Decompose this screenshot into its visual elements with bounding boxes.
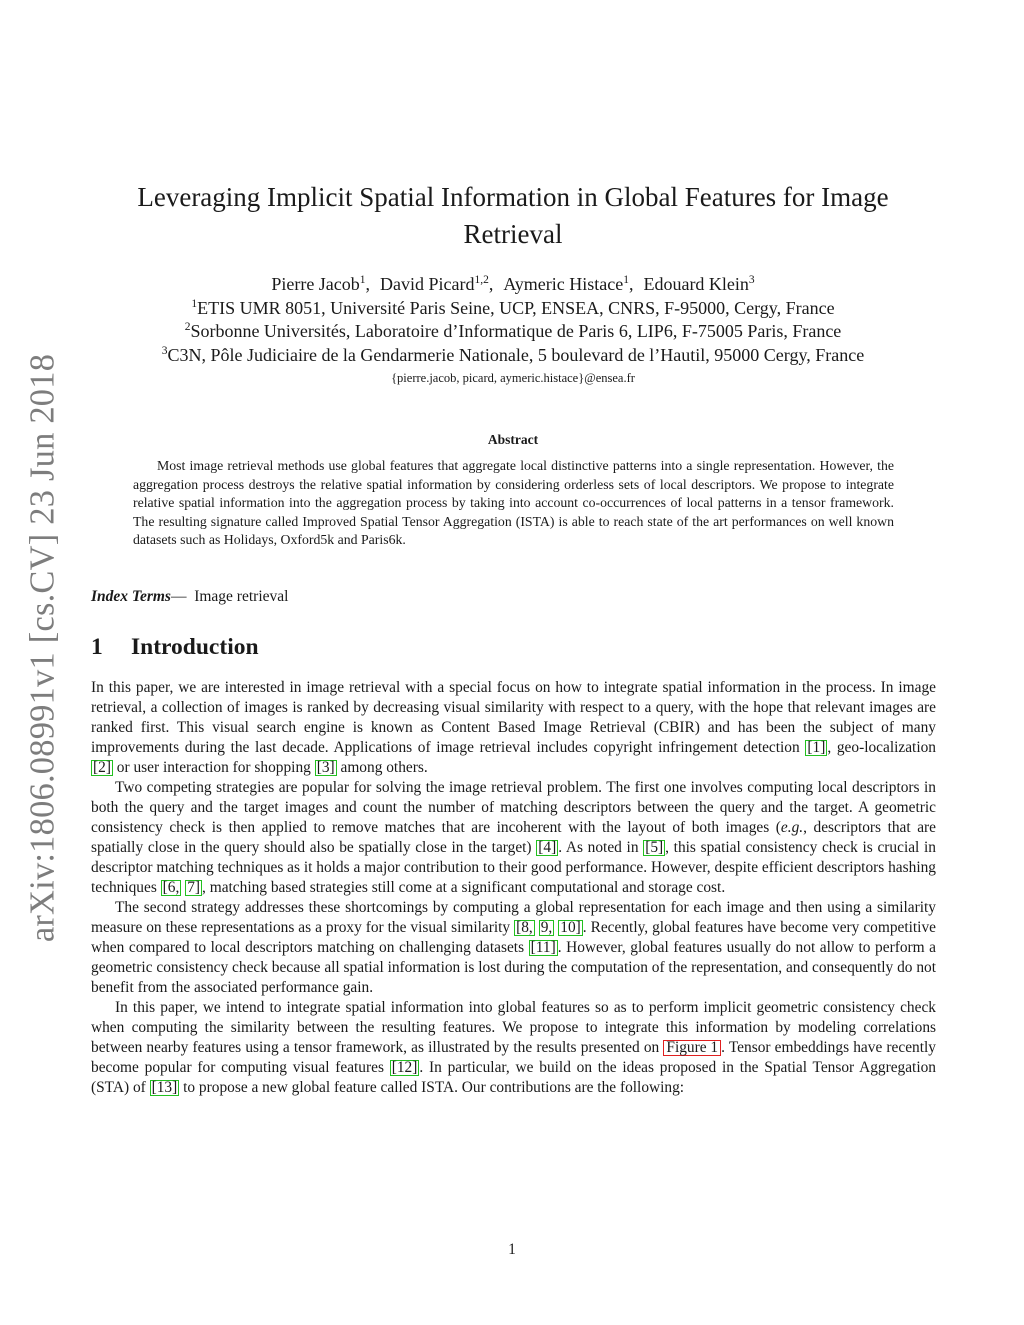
citation-link[interactable]: [6, [162,879,180,896]
author-name: Aymeric Histace [503,274,624,294]
citation-link[interactable]: [12] [391,1059,418,1076]
author-name: Edouard Klein [643,274,749,294]
section-heading [91,634,259,661]
citation-link[interactable]: 9, [540,919,553,936]
citation-link[interactable]: [4] [538,839,557,856]
index-terms-label: Index Terms [91,588,171,605]
abstract-heading: Abstract [487,432,539,447]
affiliation: $^3$C3N, Pôle Judiciaire de la Gendarmerie Nationale, 5 boulevard de l’Hautil, 95000 Cergy, France [161,344,865,365]
author-sup: 1 [359,274,366,286]
citation-link[interactable]: [11] [530,939,556,956]
citation-link[interactable]: 7] [187,879,201,896]
title-line-1: Leveraging Implicit Spatial Information in Global Features for Image [137,182,889,212]
citation-link[interactable]: 10] [560,919,581,936]
index-terms: Index Terms— Image retrieval [91,588,289,605]
affiliation: $^2$Sorbonne Universités, Laboratoire d’Informatique de Paris 6, LIP6, F-75005 Paris, France [184,321,842,341]
section-number: 1 [91,634,103,660]
paragraph: Two competing strategies are popular for solving the image retrieval problem. The first one involves computing local descriptors in both the query and the target images and count the number of matching descriptors between the query and the target. A geometric consistency check is then applied to remove matches that are incoherent with the layout of both images (e.g., descriptors that are spatially close in the query should also be spatially close in the target) [4] . As noted in [5] , this spatial consistency check is crucial in descriptor matching techniques as it holds a major contribution to their good performance. However, despite efficient descriptors hashing techniques [6, 7] , matching based strategies still come at a significant computational and storage cost. [91,779,936,896]
figure-link[interactable]: Figure 1 [663,1040,721,1056]
author-name: Pierre Jacob [271,274,360,294]
intro-body [91,678,936,1098]
authors-block [90,273,936,389]
title-line-2: Retrieval [463,219,563,249]
citation-link[interactable]: [3] [316,759,335,776]
paragraph: The second strategy addresses these shortcomings by computing a global representation for each image and then using a similarity measure on these representations as a proxy for the visual similarity [8, 9, 10] . Recently, global features have become very competitive when compared to local descriptors matching on challenging datasets [11] . However, global features usually do not allow to perform a geometric consistency check because all spatial information is lost during the computation of the representation, and consequently do not benefit from the associated performance gain. [91,899,937,996]
paragraph: In this paper, we intend to integrate spatial information into global features so as to perform implicit geometric consistency check when computing the similarity between the resulting features. We propose to integrate this information by modeling correlations between nearby features using a tensor framework, as illustrated by the results presented on Figure 1 . Tensor embeddings have recently become popular for computing visual features [12] . In particular, we build on the ideas proposed in the Spatial Tensor Aggregation (STA) of [13] to propose a new global feature called ISTA. Our contributions are the following: [91,999,937,1096]
citation-link[interactable]: [8, [516,919,533,936]
affiliation: $^1$ETIS UMR 8051, Université Paris Seine, UCP, ENSEA, CNRS, F-95000, Cergy, France [191,297,835,318]
citation-link[interactable]: [2] [93,759,111,776]
email: {pierre.jacob, picard, aymeric.histace}@ensea.fr [391,371,635,385]
author-name: David Picard [380,274,475,294]
page-number: 1 [508,1241,516,1258]
paragraph: In this paper, we are interested in image retrieval with a special focus on how to integrate spatial information in the process. In image retrieval, a collection of images is ranked by decreasing visual similarity with respect to a query, with the hope that relevant images are ranked first. This visual search engine is known as Content Based Image Retrieval (CBIR) and has been the subject of many improvements during the last decade. Applications of image retrieval includes copyright infringement detection [1] , geo-localization [2] or user interaction for shopping [3] among others. [91,679,936,776]
abstract-text: Most image retrieval methods use global features that aggregate local distinctive patterns into a single representation. However, the aggregation process destroys the relative spatial information by considering orderless sets of local descriptors. We propose to integrate relative spatial information into the aggregation process by taking into account co-occurrences of local patterns in a tensor framework. The resulting signature called Improved Spatial Tensor Aggregation (ISTA) is able to reach state of the art performances on well known datasets such as Holidays, Oxford5k and Paris6k. [133,458,894,548]
citation-link[interactable]: [5] [645,839,664,856]
author-list: Pierre Jacob$^1$, David Picard$^{1,2}$, Aymeric Histace$^1$, Edouard Klein$^3$ [271,274,755,294]
author-sup: 3 [748,274,755,286]
paper-title [90,179,936,253]
citation-link[interactable]: [13] [151,1079,178,1096]
arxiv-stamp: arXiv:1806.08991v1 [cs.CV] 23 Jun 2018 [23,353,62,943]
index-terms-value: Image retrieval [194,588,289,605]
section-title: Introduction [131,634,259,660]
citation-link[interactable]: [1] [807,739,826,756]
author-sup: 1 [623,274,629,286]
author-sup: 1,2 [474,274,489,286]
